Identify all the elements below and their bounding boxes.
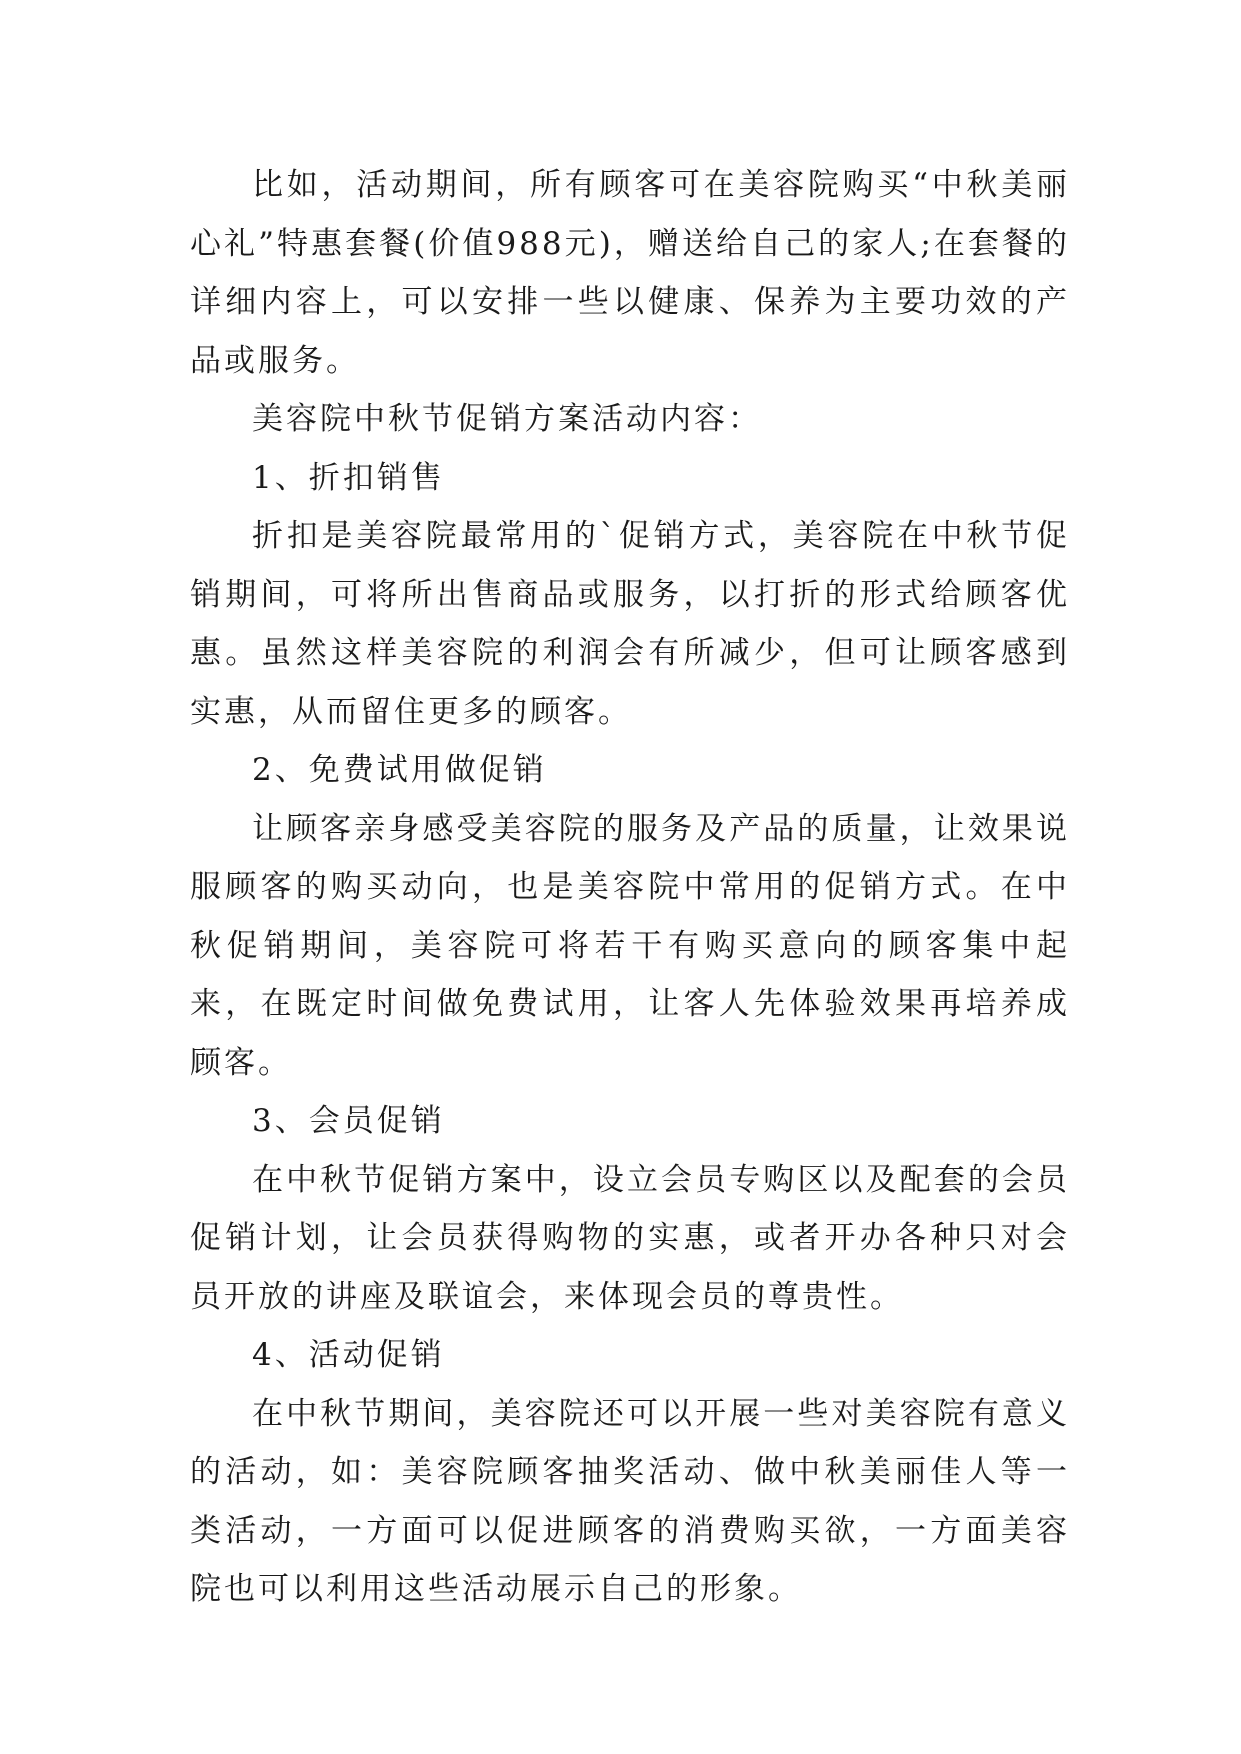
heading-activity-content: 美容院中秋节促销方案活动内容：: [252, 401, 762, 437]
document-body: [190, 156, 1070, 1619]
heading-discount-sales: 1、折扣销售: [252, 459, 445, 496]
heading-free-trial: 2、免费试用做促销: [252, 752, 547, 788]
paragraph-free-trial: 让顾客亲身感受美容院的服务及产品的质量，让效果说服顾客的购买动向，也是美容院中常用的促销方式。在中秋促销期间，美容院可将若干有购买意向的顾客集中起来，在既定时间做免费试用，让客人先体验效果再培养成顾客。: [190, 810, 1070, 1081]
heading-event-promotion: 4、活动促销: [252, 1337, 445, 1373]
paragraph-member-promotion: 在中秋节促销方案中，设立会员专购区以及配套的会员促销计划，让会员获得购物的实惠，或者开办各种只对会员开放的讲座及联谊会，来体现会员的尊贵性。: [190, 1161, 1070, 1315]
paragraph-discount-sales: 折扣是美容院最常用的`促销方式，美容院在中秋节促销期间，可将所出售商品或服务，以打折的形式给顾客优惠。虽然这样美容院的利润会有所减少，但可让顾客感到实惠，从而留住更多的顾客。: [190, 518, 1070, 730]
paragraph-event-promotion: 在中秋节期间，美容院还可以开展一些对美容院有意义的活动，如：美容院顾客抽奖活动、做中秋美丽佳人等一类活动，一方面可以促进顾客的消费购买欲，一方面美容院也可以利用这些活动展示自己的形象。: [190, 1395, 1070, 1607]
paragraph-gift-package: 比如，活动期间，所有顾客可在美容院购买“中秋美丽心礼”特惠套餐(价值988元)，赠送给自己的家人;在套餐的详细内容上，可以安排一些以健康、保养为主要功效的产品或服务。: [190, 167, 1070, 379]
heading-member-promotion: 3、会员促销: [252, 1103, 445, 1139]
